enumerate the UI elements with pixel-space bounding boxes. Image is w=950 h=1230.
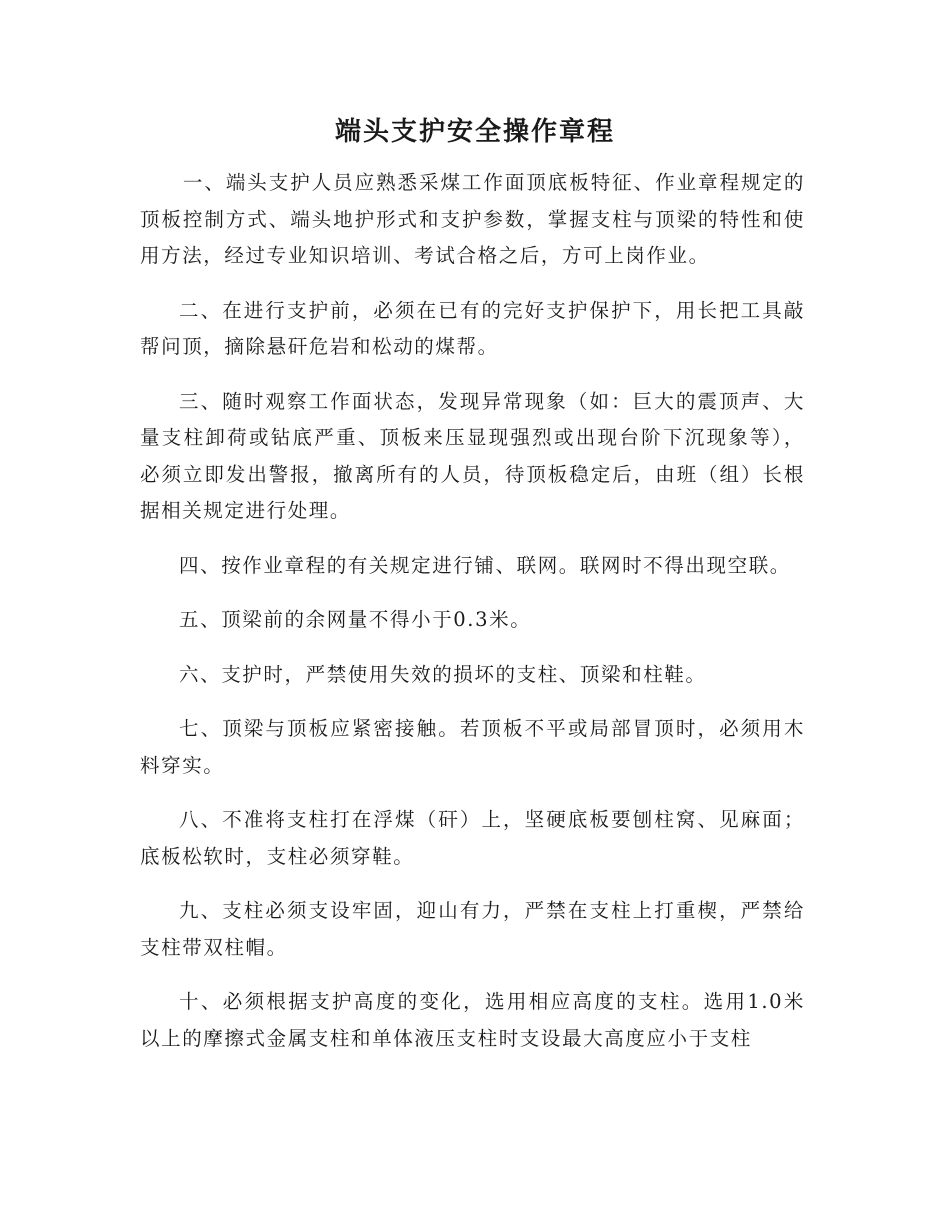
paragraph-1: 一、端头支护人员应熟悉采煤工作面顶底板特征、作业章程规定的顶板控制方式、端头地护形式和支护参数，掌握支柱与顶梁的特性和使用方法，经过专业知识培训、考试合格之后，方可上岗作业。 <box>140 171 805 267</box>
paragraph-4: 四、按作业章程的有关规定进行铺、联网。联网时不得出现空联。 <box>179 553 791 577</box>
paragraph-2: 二、在进行支护前，必须在已有的完好支护保护下，用长把工具敲帮问顶，摘除悬矸危岩和松动的煤帮。 <box>140 298 805 358</box>
paragraph-5: 五、顶梁前的余网量不得小于0.3米。 <box>179 608 532 631</box>
paragraph-6: 六、支护时，严禁使用失效的损坏的支柱、顶梁和柱鞋。 <box>179 662 707 686</box>
paragraph-3: 三、随时观察工作面状态，发现异常现象（如：巨大的震顶声、大量支柱卸荷或钻底严重、顶板来压显现强烈或出现台阶下沉现象等），必须立即发出警报，撤离所有的人员，待顶板稳定后，由班（组）长根据相关规定进行处理。 <box>140 389 805 522</box>
paragraph-8: 八、不准将支柱打在浮煤（矸）上，坚硬底板要刨柱窝、见麻面；底板松软时，支柱必须穿鞋。 <box>140 808 805 868</box>
paragraph-9: 九、支柱必须支设牢固，迎山有力，严禁在支柱上打重楔，严禁给支柱带双柱帽。 <box>140 899 805 959</box>
paragraph-7: 七、顶梁与顶板应紧密接触。若顶板不平或局部冒顶时，必须用木料穿实。 <box>140 717 805 777</box>
paragraph-10: 十、必须根据支护高度的变化，选用相应高度的支柱。选用1.0米以上的摩擦式金属支柱和单体液压支柱时支设最大高度应小于支柱 <box>140 990 805 1050</box>
document-body <box>140 165 805 1057</box>
document-title: 端头支护安全操作章程 <box>334 117 615 147</box>
